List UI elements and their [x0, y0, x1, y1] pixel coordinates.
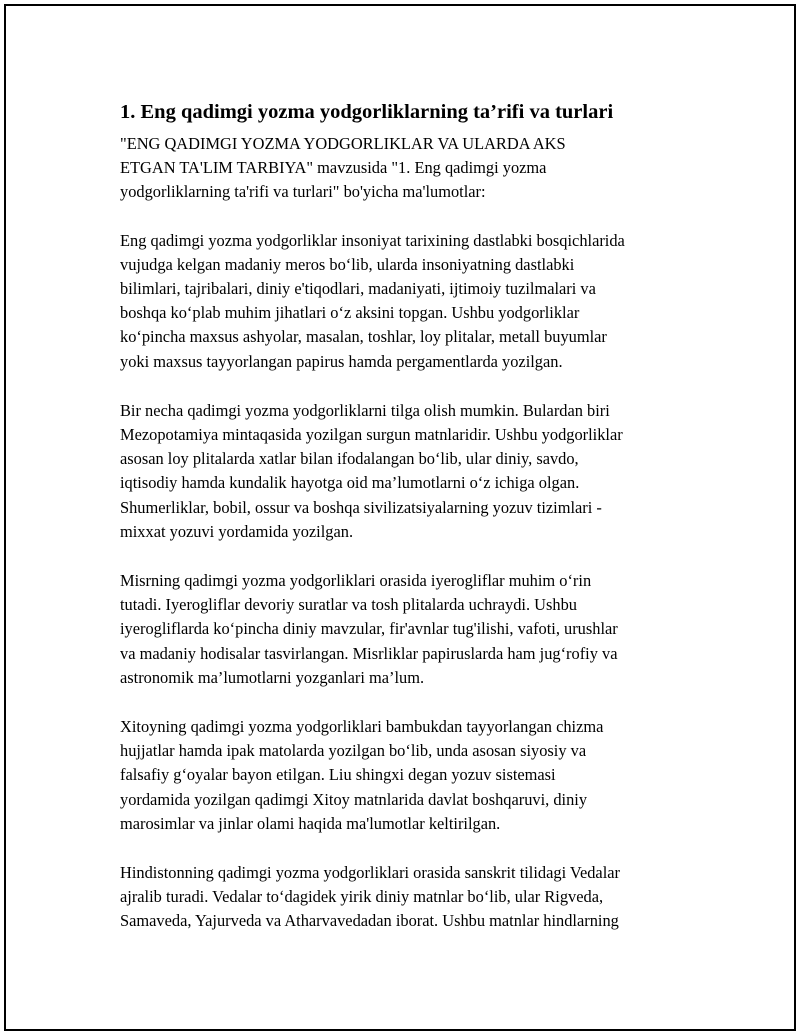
paragraph-mesopotamia: Bir necha qadimgi yozma yodgorliklarni tilga olish mumkin. Bulardan biri Mezopotamiya mintaqasida yozilgan surgun matnlaridir. Ushbu yodgorliklar asosan loy plitalarda xatlar bilan ifodalangan bo‘lib, ular diniy, savdo, iqtisodiy hamda kundalik hayotga oid ma’lumotlarni o‘z ichiga olgan. Shumerliklar, bobil, ossur va boshqa sivilizatsiyalarning yozuv tizimlari - mixxat yozuvi yordamida yozilgan. [120, 400, 623, 541]
section-heading: 1. Eng qadimgi yozma yodgorliklarning ta’rifi va turlari [120, 101, 614, 123]
intro-paragraph: "ENG QADIMGI YOZMA YODGORLIKLAR VA ULARDA AKS ETGAN TA'LIM TARBIYA" mavzusida "1. Eng qadimgi yozma yodgorliklarning ta'rifi va turlari" bo'yicha ma'lumotlar: [120, 134, 566, 202]
paragraph-definition: Eng qadimgi yozma yodgorliklar insoniyat tarixining dastlabki bosqichlarida vujudga kelgan madaniy meros bo‘lib, ularda insoniyatning dastlabki bilimlari, tajribalari, diniy e'tiqodlari, madaniyati, ijtimoiy tuzilmalari va boshqa ko‘plab muhim jihatlari o‘z aksini topgan. Ushbu yodgorliklar ko‘pincha maxsus ashyolar, masalan, toshlar, loy plitalar, metall buyumlar yoki maxsus tayyorlangan papirus hamda pergamentlarda yozilgan. [120, 230, 625, 371]
paragraph-egypt: Misrning qadimgi yozma yodgorliklari orasida iyerogliflar muhim o‘rin tutadi. Iyerogliflar devoriy suratlar va tosh plitalarda uchraydi. Ushbu iyerogliflarda ko‘pincha diniy mavzular, fir'avnlar tug'ilishi, vafoti, urushlar va madaniy hodisalar tasvirlangan. Misrliklar papiruslarda ham jug‘rofiy va astronomik ma’lumotlarni yozganlari ma’lum. [120, 571, 618, 687]
page-frame [4, 4, 796, 1031]
paragraph-india: Hindistonning qadimgi yozma yodgorliklari orasida sanskrit tilidagi Vedalar ajralib turadi. Vedalar to‘dagidek yirik diniy matnlar bo‘lib, ular Rigveda, Samaveda, Yajurveda va Atharvavedadan iborat. Ushbu matnlar hindlarning [120, 863, 620, 931]
paragraph-china: Xitoyning qadimgi yozma yodgorliklari bambukdan tayyorlangan chizma hujjatlar hamda ipak matolarda yozilgan bo‘lib, unda asosan siyosiy va falsafiy g‘oyalar bayon etilgan. Liu shingxi degan yozuv sistemasi yordamida yozilgan qadimgi Xitoy matnlarida davlat boshqaruvi, diniy marosimlar va jinlar olami haqida ma'lumotlar keltirilgan. [120, 717, 604, 833]
document-body [120, 98, 695, 959]
